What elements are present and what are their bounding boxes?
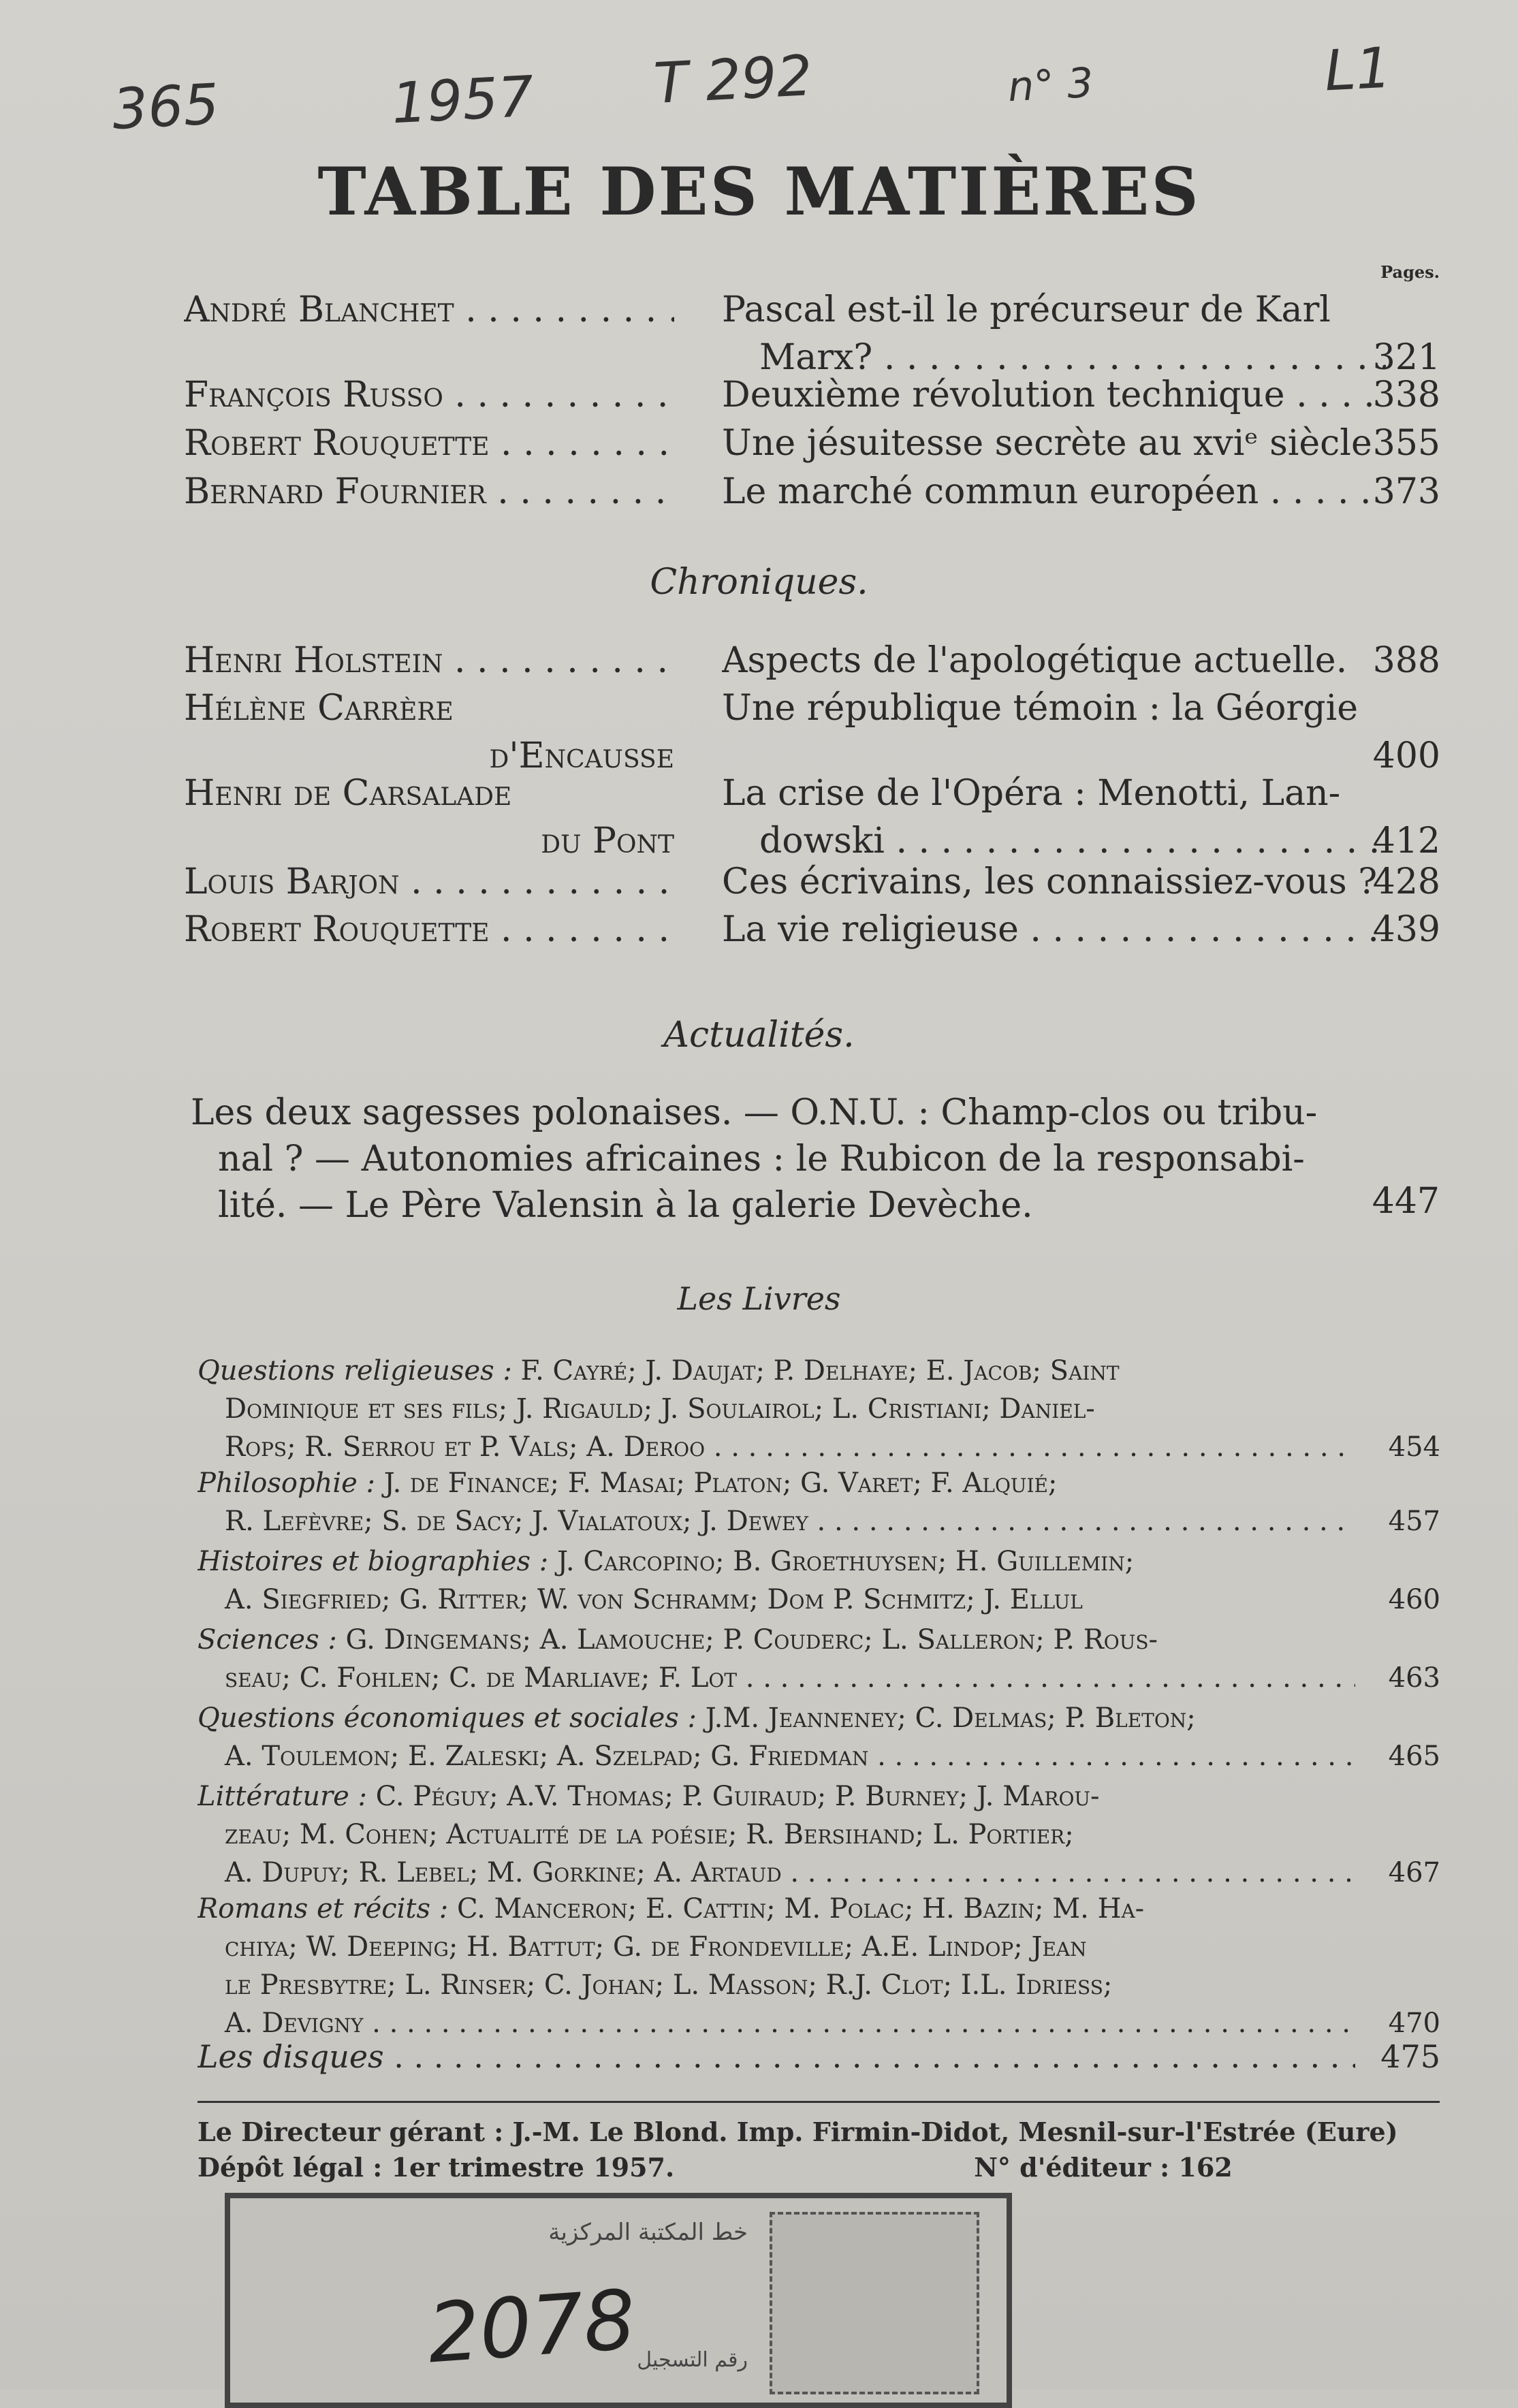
book-category: Questions religieuses : — [197, 1355, 512, 1387]
page-number: 355 — [1372, 423, 1440, 464]
book-entry — [197, 1464, 1440, 1540]
book-line: C. Manceron; E. Cattin; M. Polac; H. Bazin; M. Ha- — [448, 1893, 1145, 1924]
colophon-line: Dépôt légal : 1er trimestre 1957. N° d'éditeur : 162 — [197, 2152, 1233, 2183]
book-category: Histoires et biographies : — [197, 1546, 549, 1577]
article-title: La vie religieuse . . . — [722, 906, 1386, 953]
seal-image — [770, 2212, 979, 2394]
handwritten-note: 1957 — [390, 64, 536, 137]
author-name-cont: d'Encausse — [489, 735, 674, 776]
book-line: F. Cayré; J. Daujat; P. Delhaye; E. Jacob; Saint — [511, 1355, 1120, 1387]
book-entry — [197, 1542, 1440, 1619]
book-line: G. Dingemans; A. Lamouche; P. Couderc; L. Salleron; P. Rous- — [336, 1624, 1158, 1656]
book-line: A. Siegfried; G. Ritter; W. von Schramm; Dom P. Schmitz; J. Ellul — [225, 1584, 1083, 1615]
book-category: Philosophie : — [197, 1468, 375, 1499]
library-stamp — [225, 2193, 1012, 2408]
toc-entry — [184, 684, 1440, 780]
page-number: 373 — [1372, 471, 1440, 512]
author-name: Louis Barjon . . . — [184, 858, 674, 906]
book-line: A. Toulemon; E. Zaleski; A. Szelpad; G. Friedman . . . — [197, 1737, 1355, 1775]
article-title: Pascal est-il le précurseur de Karl — [722, 289, 1331, 330]
toc-entry — [184, 419, 1440, 467]
book-line: J. Carcopino; B. Groethuysen; H. Guillemin; — [548, 1546, 1135, 1577]
toc-entry — [184, 286, 1440, 381]
book-entry — [197, 1777, 1440, 1892]
book-line: A. Dupuy; R. Lebel; M. Gorkine; A. Artaud . . . — [197, 1854, 1355, 1892]
page-number: 460 — [1388, 1584, 1440, 1615]
book-line: le Presbytre; L. Rinser; C. Johan; L. Masson; R.J. Clot; I.L. Idriess; — [225, 1969, 1113, 2001]
handwritten-note: T 292 — [652, 43, 814, 117]
book-line: seau; C. Fohlen; C. de Marliave; F. Lot . . . — [197, 1659, 1355, 1697]
actualites-line: nal ? — Autonomies africaines : le Rubicon de la responsabi- — [218, 1139, 1305, 1179]
stamp-text: خط المكتبة المركزية — [548, 2219, 748, 2246]
book-entry — [197, 1890, 1440, 2042]
book-entry — [197, 1621, 1440, 1697]
book-line: A. Devigny . . . — [197, 2004, 1355, 2042]
page-number: 465 — [1388, 1741, 1440, 1772]
author-name: Henri Holstein . . . — [184, 637, 674, 684]
author-name: Robert Rouquette . . . — [184, 419, 674, 467]
article-title: La crise de l'Opéra : Menotti, Lan- — [722, 773, 1341, 814]
book-line: J. de Finance; F. Masai; Platon; G. Varet; F. Alquié; — [375, 1468, 1058, 1499]
article-title: Ces écrivains, les connaissiez-vous ? — [722, 861, 1378, 902]
article-title-cont: Une république témoin : la Géorgie — [722, 688, 1358, 729]
page-number: 388 — [1372, 640, 1440, 681]
page-number: 439 — [1372, 909, 1440, 950]
author-name: Bernard Fournier . . . — [184, 468, 674, 516]
author-name-cont: du Pont — [541, 821, 674, 861]
book-category: Sciences : — [197, 1624, 337, 1656]
page-number: 321 — [1372, 337, 1440, 378]
handwritten-note: n° 3 — [1007, 59, 1095, 112]
page-number: 447 — [1372, 1181, 1440, 1222]
toc-entry — [184, 468, 1440, 516]
handwritten-note: L1 — [1323, 35, 1393, 104]
toc-entry — [184, 770, 1440, 865]
article-title: Le marché commun européen . . . — [722, 468, 1386, 516]
page-number: 467 — [1388, 1857, 1440, 1888]
toc-entry — [184, 637, 1440, 684]
article-title: Deuxième révolution technique . . . — [722, 371, 1386, 419]
pages-column-label: Pages. — [1380, 262, 1440, 282]
author-name: Hélène Carrère — [184, 688, 454, 729]
colophon — [197, 2114, 1440, 2185]
toc-entry — [184, 906, 1440, 953]
book-category: Littérature : — [197, 1781, 367, 1812]
page-number: 428 — [1372, 861, 1440, 902]
toc-entry — [184, 858, 1440, 906]
book-line: Dominique et ses fils; J. Rigauld; J. Soulairol; L. Cristiani; Daniel- — [225, 1393, 1095, 1425]
page-number: 338 — [1372, 375, 1440, 415]
page-title: TABLE DES MATIÈRES — [317, 153, 1201, 230]
actualites-line: lité. — Le Père Valensin à la galerie Devèche. — [218, 1185, 1033, 1226]
article-title-cont: dowski . . . — [722, 817, 1386, 865]
actualites-line: Les deux sagesses polonaises. — O.N.U. : Champ-clos ou tribu- — [191, 1092, 1318, 1133]
author-name: André Blanchet . . . — [184, 286, 674, 334]
book-line: R. Lefèvre; S. de Sacy; J. Vialatoux; J. Dewey . . . — [197, 1502, 1355, 1540]
book-line: C. Péguy; A.V. Thomas; P. Guiraud; P. Burney; J. Marou- — [366, 1781, 1100, 1812]
book-entry — [197, 1699, 1440, 1775]
book-line: J.M. Jeanneney; C. Delmas; P. Bleton; — [697, 1702, 1196, 1734]
article-title: Aspects de l'apologétique actuelle. — [722, 640, 1348, 681]
page-number: 412 — [1372, 821, 1440, 861]
book-category: Romans et récits : — [197, 1893, 449, 1924]
page-number: 400 — [1372, 735, 1440, 776]
section-heading-actualites: Actualités. — [663, 1015, 855, 1056]
section-heading-livres: Les Livres — [677, 1280, 841, 1317]
page-number: 454 — [1388, 1431, 1440, 1463]
handwritten-note: 365 — [110, 72, 221, 143]
book-line: chiya; W. Deeping; H. Battut; G. de Frondeville; A.E. Lindop; Jean — [225, 1931, 1087, 1963]
book-category: Les disques — [197, 2038, 384, 2075]
article-title-cont: Marx? . . . — [722, 334, 1386, 381]
stamp-number: 2078 — [424, 2272, 639, 2382]
book-line: zeau; M. Cohen; Actualité de la poésie; R. Bersihand; L. Portier; — [225, 1819, 1074, 1850]
author-name: François Russo . . . — [184, 371, 674, 419]
toc-entry — [184, 371, 1440, 419]
footer-divider — [197, 2101, 1440, 2103]
colophon-line: Le Directeur gérant : J.-M. Le Blond. Imp. Firmin-Didot, Mesnil-sur-l'Estrée (Eure) — [197, 2117, 1398, 2147]
stamp-small-text: رقم التسجيل — [637, 2348, 748, 2372]
author-name: Henri de Carsalade — [184, 773, 512, 814]
page-number: 457 — [1388, 1506, 1440, 1537]
page-number: 463 — [1388, 1662, 1440, 1694]
section-heading-chroniques: Chroniques. — [650, 562, 868, 603]
page-number: 475 — [1380, 2038, 1440, 2075]
page-number: 470 — [1388, 2008, 1440, 2039]
actualites-paragraph — [191, 1090, 1348, 1229]
article-title: Une jésuitesse secrète au xviᵉ siècle — [722, 423, 1372, 464]
book-category: Questions économiques et sociales : — [197, 1702, 697, 1734]
author-name: Robert Rouquette . . . — [184, 906, 674, 953]
book-entry — [197, 2036, 1440, 2077]
book-entry — [197, 1352, 1440, 1466]
book-line: Rops; R. Serrou et P. Vals; A. Deroo . . . — [197, 1428, 1355, 1466]
